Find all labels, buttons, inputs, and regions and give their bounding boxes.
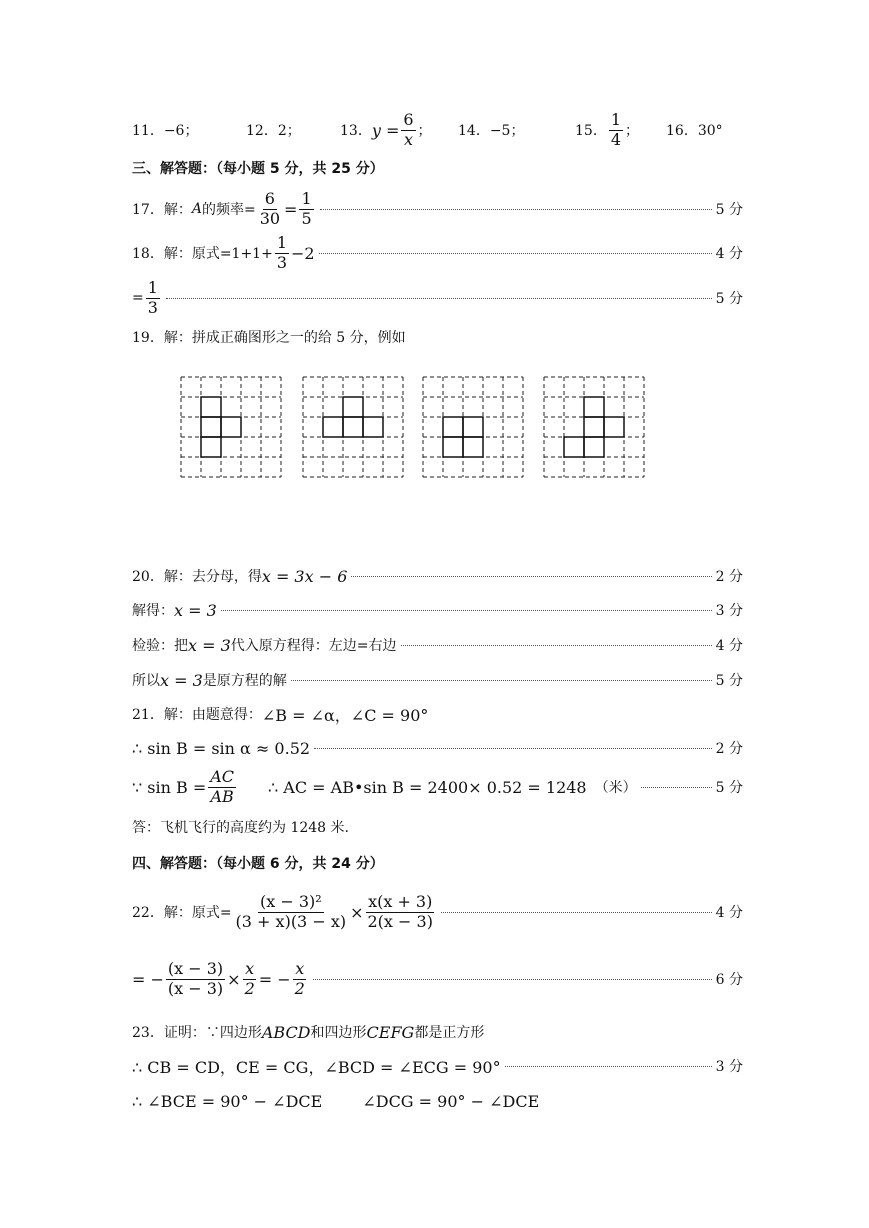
points: 3 分: [715, 1059, 743, 1075]
dotted-leader: [319, 253, 712, 254]
answer-14: 14．−5；: [458, 123, 525, 139]
points: 4 分: [715, 246, 743, 262]
answer-row: [132, 108, 743, 152]
q21-answer: 答：飞机飞行的高度约为 1248 米.: [132, 820, 349, 836]
answer-12: 12．2；: [246, 123, 301, 139]
dotted-leader: [441, 912, 712, 913]
points: 2 分: [715, 741, 743, 757]
fraction: $\frac{6}{30}$: [259, 189, 281, 228]
points: 3 分: [715, 603, 743, 619]
q21-line-1: 21．解：由题意得： ∠B = ∠α，∠C = 90°: [132, 705, 429, 725]
q17-line: 17．解： A 的频率= $\frac{6}{30}$ = $\frac{1}{5}$ 5 分: [132, 189, 743, 228]
q23-line-2: ∴ CB = CD，CE = CG，∠BCD = ∠ECG = 90° 3 分: [132, 1057, 743, 1077]
fraction: $\frac{(x - 3)}{(x - 3)}$: [167, 959, 224, 998]
q19-line: 19．解：拼成正确图形之一的给 5 分，例如: [132, 330, 406, 346]
answer-13: 13． y = $\frac{6}{x}$ ；: [340, 110, 432, 149]
fraction: $\frac{x(x + 3)}{2(x - 3)}$: [367, 892, 433, 931]
dotted-leader: [351, 576, 711, 577]
fraction: $\frac{1}{4}$: [610, 110, 622, 149]
fraction: $\frac{1}{3}$: [147, 278, 158, 317]
points: 5 分: [715, 673, 743, 689]
dotted-leader: [313, 979, 712, 980]
fraction: $\frac{1}{5}$: [301, 189, 312, 228]
dotted-leader: [505, 1066, 712, 1067]
q21-line-3: ∵ sin B = $\frac{AC}{AB}$ ∴ AC = AB•sin B = 2400× 0.52 = 1248 （米） 5 分: [132, 767, 743, 806]
q23-line-1: 23．证明：∵四边形 ABCD 和四边形 CEFG 都是正方形: [132, 1022, 485, 1042]
q22-line-2: = − $\frac{(x - 3)}{(x - 3)}$ × $\frac{x}{2}$ = − $\frac{x}{2}$ 6 分: [132, 959, 743, 998]
q23-line-3: ∴ ∠BCE = 90° − ∠DCE ∠DCG = 90° − ∠DCE: [132, 1091, 540, 1111]
dotted-leader: [314, 748, 712, 749]
fraction: $\frac{6}{x}$: [403, 110, 414, 149]
q20-line-2: 解得： x = 3 3 分: [132, 600, 743, 620]
dotted-leader: [221, 610, 712, 611]
q20-line-3: 检验：把 x = 3 代入原方程得：左边=右边 4 分: [132, 635, 743, 655]
grid-figure-1: [180, 376, 282, 478]
fraction: $\frac{\text{(x − 3)²}}{(3 + x)(3 - x)}$: [235, 892, 347, 931]
points: 5 分: [715, 780, 743, 796]
fraction: $\frac{x}{2}$: [244, 959, 255, 998]
q22-line-1: 22．解：原式= $\frac{\text{(x − 3)²}}{(3 + x)(3 - x)}$ × $\frac{x(x + 3)}{2(x - 3)}$ 4 分: [132, 892, 743, 931]
fraction: $\frac{x}{2}$: [294, 959, 305, 998]
dotted-leader: [641, 787, 712, 788]
section-4-title: 四、解答题：（每小题 6 分，共 24 分）: [132, 856, 384, 872]
dotted-leader: [401, 645, 712, 646]
q20-line-1: 20．解：去分母，得 x = 3x − 6 2 分: [132, 566, 743, 586]
points: 4 分: [715, 905, 743, 921]
answer-11: 11．−6；: [132, 123, 199, 139]
dotted-leader: [291, 680, 712, 681]
points: 5 分: [715, 202, 743, 218]
points: 4 分: [715, 638, 743, 654]
answer-16: 16．30°: [666, 123, 723, 139]
q18-line-2: = $\frac{1}{3}$ 5 分: [132, 278, 743, 317]
answer-15: 15． $\frac{1}{4}$ ；: [575, 110, 640, 149]
grid-figure-3: [422, 376, 524, 478]
q21-line-2: ∴ sin B = sin α ≈ 0.52 2 分: [132, 738, 743, 758]
q20-line-4: 所以 x = 3 是原方程的解 5 分: [132, 670, 743, 690]
points: 2 分: [715, 569, 743, 585]
dotted-leader: [166, 298, 712, 299]
dotted-leader: [320, 209, 712, 210]
fraction: $\frac{1}{3}$: [276, 233, 288, 272]
points: 6 分: [715, 972, 743, 988]
grid-figure-4: [543, 376, 645, 478]
points: 5 分: [715, 291, 743, 307]
q18-line-1: 18．解：原式=1+1+ $\frac{1}{3}$ −2 4 分: [132, 233, 743, 272]
fraction: $\frac{AC}{AB}$: [210, 767, 235, 806]
section-3-title: 三、解答题：（每小题 5 分，共 25 分）: [132, 161, 384, 177]
grid-figure-2: [302, 376, 404, 478]
